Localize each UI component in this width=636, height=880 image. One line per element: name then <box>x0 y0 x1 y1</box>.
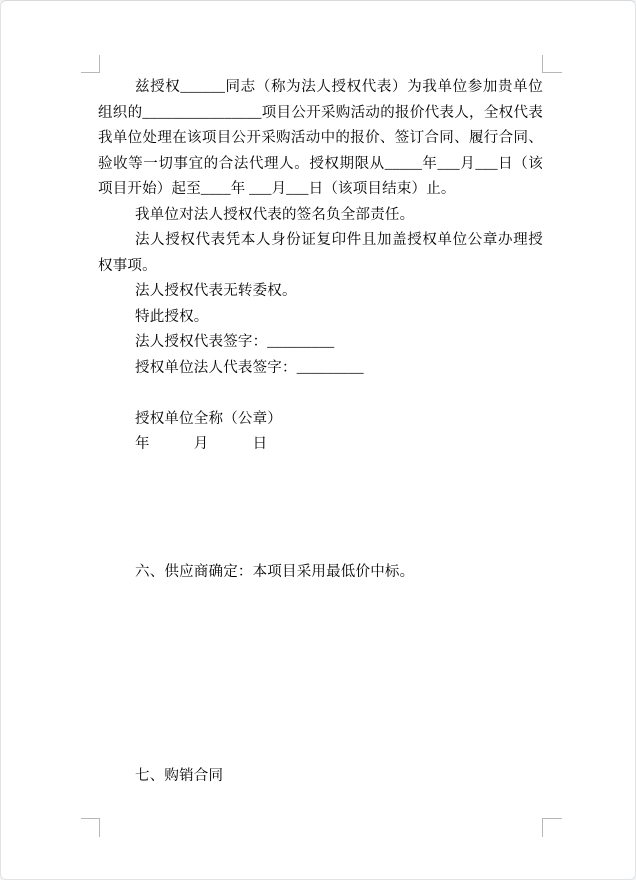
document-line: 年 月 日 <box>135 436 268 452</box>
blank-line <box>98 483 543 509</box>
document-line: 法人授权代表凭本人身份证复印件且加盖授权单位公章办理授 <box>135 232 543 248</box>
blank-line <box>98 509 543 535</box>
document-line: 我单位对法人授权代表的签名负全部责任。 <box>135 206 415 223</box>
margin-crop-mark-bottom-right <box>542 818 562 837</box>
document-line: 法人授权代表签字：_________ <box>135 334 335 350</box>
document-line: 授权单位法人代表签字：_________ <box>135 359 364 376</box>
margin-crop-mark-bottom-left <box>81 818 100 837</box>
blank-line <box>98 611 543 637</box>
document-line: 项目开始）起至____年 ___月___日（该项目结束）止。 <box>98 181 456 197</box>
document-line: 验收等一切事宜的合法代理人。授权期限从_____年___月___日（该 <box>98 155 543 172</box>
blank-line <box>98 381 543 407</box>
document-line: 六、供应商确定：本项目采用最低价中标。 <box>135 563 415 580</box>
blank-line <box>98 738 543 764</box>
blank-line <box>98 458 543 484</box>
document-line: 我单位处理在该项目公开采购活动中的报价、签订合同、履行合同、 <box>98 130 543 146</box>
document-line: 特此授权。 <box>135 308 209 325</box>
blank-line <box>98 687 543 713</box>
document-line: 组织的________________项目公开采购活动的报价代表人，全权代表 <box>98 104 543 121</box>
blank-line <box>98 585 543 611</box>
document-line: 权事项。 <box>98 257 157 274</box>
blank-line <box>98 534 543 560</box>
margin-crop-mark-top-right <box>542 55 562 73</box>
blank-line <box>98 662 543 688</box>
document-line: 兹授权______同志（称为法人授权代表）为我单位参加贵单位 <box>135 79 543 95</box>
blank-line <box>98 636 543 662</box>
document-text <box>98 75 543 789</box>
document-line: 法人授权代表无转委权。 <box>135 283 297 299</box>
blank-line <box>98 713 543 739</box>
margin-crop-mark-top-left <box>81 55 100 73</box>
document-line: 授权单位全称（公章） <box>135 410 282 427</box>
document-line: 七、购销合同 <box>135 767 224 784</box>
